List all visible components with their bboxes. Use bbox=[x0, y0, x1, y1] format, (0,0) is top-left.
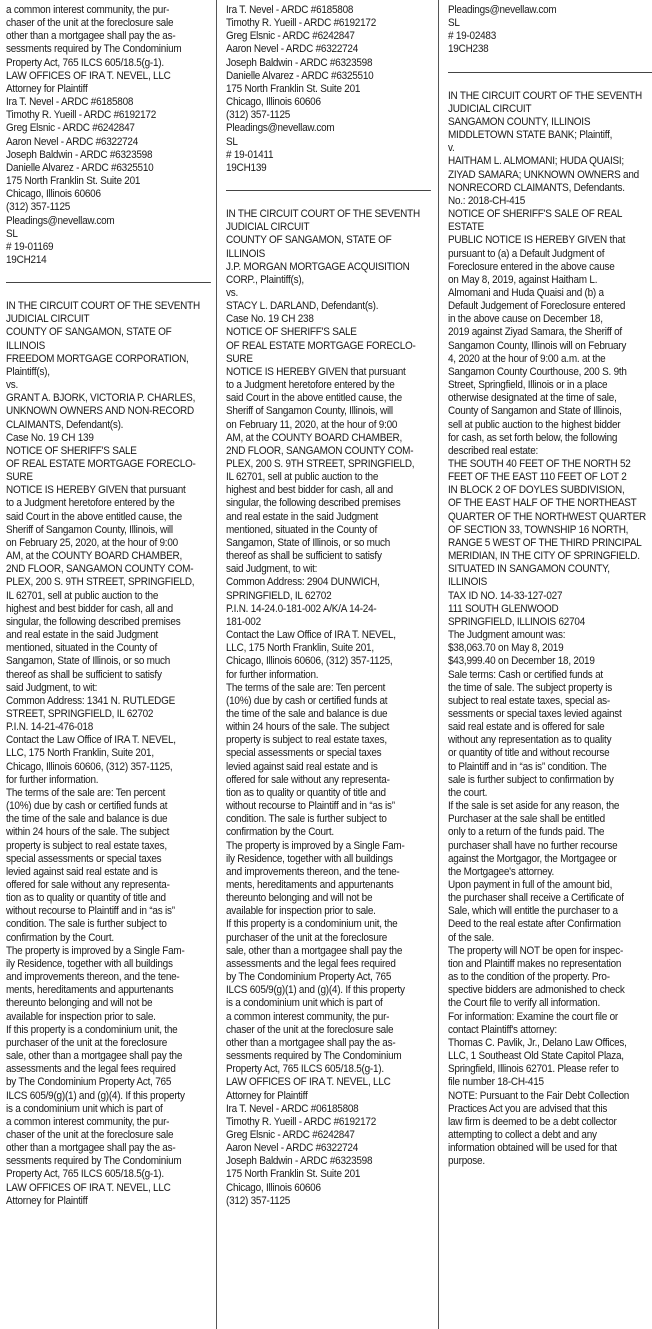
notice-line: Purchaser at the sale shall be entitled bbox=[448, 813, 605, 826]
notice-line: SANGAMON COUNTY, ILLINOIS bbox=[448, 115, 591, 128]
notice-line: Pleadings@nevellaw.com bbox=[448, 4, 557, 16]
notice-line: LAW OFFICES OF IRA T. NEVEL, LLC bbox=[6, 69, 171, 82]
notice-line: 2ND FLOOR, SANGAMON COUNTY COM- bbox=[6, 563, 194, 576]
notice-line: Property Act, 765 ILCS 605/18.5(g-1). bbox=[226, 1063, 384, 1076]
notice-line: Joseph Baldwin - ARDC #6323598 bbox=[226, 1155, 373, 1168]
legal-notice bbox=[226, 208, 418, 1208]
notice-line: 175 North Franklin St. Suite 201 bbox=[226, 1168, 361, 1181]
notice-line: Common Address: 1341 N. RUTLEDGE bbox=[6, 694, 176, 707]
notice-line: (312) 357-1125 bbox=[6, 201, 71, 214]
notice-line: the Court file to verify all information. bbox=[448, 997, 600, 1010]
notice-line: purchaser shall have no further recourse bbox=[448, 839, 618, 852]
notice-line: AM, at the COUNTY BOARD CHAMBER, bbox=[6, 550, 183, 563]
notice-line: for further information. bbox=[226, 668, 319, 681]
notice-line: said Judgment, to wit: bbox=[6, 681, 98, 694]
notice-line: Sangamon, State of Illinois, or so much bbox=[6, 655, 171, 668]
notice-line: assessments and the legal fees required bbox=[226, 957, 396, 970]
notice-line: Sangamon, State of Illinois, or so much bbox=[226, 536, 391, 549]
notice-line: the time of the sale and balance is due bbox=[226, 707, 388, 720]
notice-separator bbox=[6, 282, 211, 283]
notice-line: (10%) due by cash or certified funds at bbox=[226, 694, 388, 707]
notice-line: Pleadings@nevellaw.com bbox=[226, 122, 335, 135]
notice-line: The terms of the sale are: Ten percent bbox=[6, 786, 166, 799]
notice-line: and real estate in the said Judgment bbox=[226, 510, 379, 523]
notice-line: 2ND FLOOR, SANGAMON COUNTY COM- bbox=[226, 444, 414, 457]
notice-line: information obtained will be used for that bbox=[448, 1142, 617, 1155]
column-1 bbox=[6, 4, 198, 1208]
notice-line: Greg Elsnic - ARDC #6242847 bbox=[226, 1128, 355, 1141]
notice-line: without recourse to Plaintiff and in “as is” bbox=[6, 905, 175, 918]
notice-line: # 19-02483 bbox=[448, 30, 497, 43]
notice-line: ILLINOIS bbox=[226, 247, 266, 260]
legal-notice bbox=[226, 4, 418, 175]
notice-line: SL bbox=[226, 135, 238, 148]
notice-line: COUNTY OF SANGAMON, STATE OF bbox=[226, 234, 392, 247]
notice-line: mentioned, situated in the County of bbox=[6, 642, 157, 655]
notice-line: Joseph Baldwin - ARDC #6323598 bbox=[6, 148, 153, 161]
notice-line: Danielle Alvarez - ARDC #6325510 bbox=[226, 69, 374, 82]
notice-line: Attorney for Plaintiff bbox=[6, 82, 88, 95]
notice-line: thereunto belonging and will not be bbox=[226, 892, 373, 905]
notice-line: as to the condition of the property. Pro- bbox=[448, 971, 610, 984]
notice-line: IL 62701, sell at public auction to the bbox=[226, 471, 379, 484]
notice-line: the purchaser shall receive a Certificate of bbox=[448, 892, 624, 905]
notice-line: HAITHAM L. ALMOMANI; HUDA QUAISI; bbox=[448, 155, 624, 168]
notice-line: Sale, which will entitle the purchaser to a bbox=[448, 905, 618, 918]
notice-line: IN THE CIRCUIT COURT OF THE SEVENTH bbox=[448, 89, 642, 102]
notice-line: on May 8, 2019, against Haitham L. bbox=[448, 273, 598, 286]
notice-line: Case No. 19 CH 139 bbox=[6, 431, 94, 444]
notice-line: and improvements thereon, and the tene- bbox=[226, 865, 400, 878]
notice-line: purchaser of the unit at the foreclosure bbox=[226, 931, 388, 944]
notice-line: P.I.N. 14-24.0-181-002 A/K/A 14-24- bbox=[226, 602, 377, 615]
notice-line: law firm is deemed to be a debt collector bbox=[448, 1115, 617, 1128]
notice-line: MIDDLETOWN STATE BANK; Plaintiff, bbox=[448, 129, 613, 142]
notice-line: 19CH139 bbox=[226, 161, 267, 174]
notice-line: Default Judgement of Foreclosure entered bbox=[448, 300, 626, 313]
notice-line: (312) 357-1125 bbox=[226, 109, 291, 122]
notice-line: Timothy R. Yueill - ARDC #6192172 bbox=[226, 1115, 377, 1128]
notice-line: said Court in the above entitled cause, the bbox=[6, 510, 182, 523]
notice-line: Property Act, 765 ILCS 605/18.5(g-1). bbox=[6, 1168, 164, 1181]
notice-line: vs. bbox=[6, 379, 19, 392]
notice-line: Thomas C. Pavlik, Jr., Delano Law Offices, bbox=[448, 1036, 627, 1049]
notice-line: tion as to quality or quantity of title and bbox=[6, 892, 166, 905]
notice-line: The property is improved by a Single Fam- bbox=[6, 944, 185, 957]
notice-line: (10%) due by cash or certified funds at bbox=[6, 800, 168, 813]
notice-line: ily Residence, together with all buildings bbox=[226, 852, 393, 865]
notice-line: singular, the following described premises bbox=[226, 497, 401, 510]
notice-line: highest and best bidder for cash, all and bbox=[6, 602, 173, 615]
notice-line: against the Mortgagor, the Mortgagee or bbox=[448, 852, 617, 865]
notice-line: LLC, 1 Southeast Old State Capitol Plaza, bbox=[448, 1050, 624, 1063]
notice-line: Springfield, Illinois 62701. Please refer to bbox=[448, 1063, 619, 1076]
notice-line: or quantity of title and without recourse bbox=[448, 747, 610, 760]
column-3 bbox=[448, 4, 646, 1168]
notice-line: the time of sale. The subject property is bbox=[448, 681, 612, 694]
notice-line: to Plaintiff and in “as is” condition. The bbox=[448, 760, 607, 773]
notice-line: ments, hereditaments and appurtenants bbox=[226, 879, 394, 891]
notice-line: NOTICE IS HEREBY GIVEN that pursuant bbox=[226, 365, 406, 378]
notice-line: available for inspection prior to sale. bbox=[6, 1010, 156, 1023]
notice-line: GRANT A. BJORK, VICTORIA P. CHARLES, bbox=[6, 392, 196, 405]
notice-line: FEET OF THE EAST 110 FEET OF LOT 2 bbox=[448, 471, 627, 484]
notice-line: SURE bbox=[226, 352, 253, 365]
notice-line: LLC, 175 North Franklin, Suite 201, bbox=[226, 642, 374, 655]
notice-line: NOTICE OF SHERIFF'S SALE bbox=[6, 444, 137, 457]
notice-line: Aaron Nevel - ARDC #6322724 bbox=[226, 1142, 359, 1155]
notice-line: IN BLOCK 2 OF DOYLES SUBDIVISION, bbox=[448, 484, 625, 497]
notice-line: If the sale is set aside for any reason, the bbox=[448, 800, 620, 813]
notice-line: JUDICIAL CIRCUIT bbox=[448, 102, 532, 115]
notice-line: levied against said real estate and is bbox=[226, 760, 378, 773]
notice-line: sessments required by The Condominium bbox=[226, 1050, 402, 1063]
notice-line: Upon payment in full of the amount bid, bbox=[448, 879, 613, 891]
notice-line: a common interest community, the pur- bbox=[6, 1115, 170, 1128]
notice-line: Aaron Nevel - ARDC #6322724 bbox=[226, 43, 359, 56]
notice-line: attempting to collect a debt and any bbox=[448, 1128, 597, 1141]
notice-line: Greg Elsnic - ARDC #6242847 bbox=[6, 122, 135, 135]
notice-line: offered for sale without any representa- bbox=[226, 773, 390, 786]
notice-line: The Judgment amount was: bbox=[448, 629, 566, 642]
notice-line: purchaser of the unit at the foreclosure bbox=[6, 1036, 168, 1049]
notice-line: 4, 2020 at the hour of 9:00 a.m. at the bbox=[448, 352, 606, 365]
notice-line: SL bbox=[6, 227, 18, 240]
notice-line: purpose. bbox=[448, 1155, 485, 1168]
notice-line: spective bidders are admonished to check bbox=[448, 984, 625, 997]
notice-line: Chicago, Illinois 60606 bbox=[226, 1181, 321, 1194]
notice-line: described real estate: bbox=[448, 444, 539, 457]
notice-line: file number 18-CH-415 bbox=[448, 1076, 544, 1089]
notice-line: STACY L. DARLAND, Defendant(s). bbox=[226, 300, 379, 313]
notice-line: LLC, 175 North Franklin, Suite 201, bbox=[6, 747, 154, 760]
notice-line: is a condominium unit which is part of bbox=[226, 997, 383, 1010]
column-divider bbox=[438, 0, 439, 1329]
notice-line: 175 North Franklin St. Suite 201 bbox=[6, 175, 141, 188]
notice-line: Timothy R. Yueill - ARDC #6192172 bbox=[6, 109, 157, 122]
notice-line: levied against said real estate and is bbox=[6, 865, 158, 878]
notice-line: thereof as shall be sufficient to satisfy bbox=[226, 550, 382, 563]
notice-line: AM, at the COUNTY BOARD CHAMBER, bbox=[226, 431, 403, 444]
notice-line: SL bbox=[448, 17, 460, 30]
notice-line: Case No. 19 CH 238 bbox=[226, 313, 314, 326]
notice-line: the time of the sale and balance is due bbox=[6, 813, 168, 826]
notice-line: Sangamon County, Illinois will on February bbox=[448, 339, 627, 352]
notice-line: ILCS 605/9(g)(1) and (g)(4). If this property bbox=[6, 1089, 185, 1102]
notice-line: The terms of the sale are: Ten percent bbox=[226, 681, 386, 694]
notice-line: other than a mortgagee shall pay the as- bbox=[226, 1036, 396, 1049]
notice-line: # 19-01169 bbox=[6, 240, 54, 253]
notice-line: for further information. bbox=[6, 773, 99, 786]
notice-line: CLAIMANTS, Defendant(s). bbox=[6, 418, 124, 431]
notice-line: JUDICIAL CIRCUIT bbox=[6, 313, 90, 326]
notice-line: $43,999.40 on December 18, 2019 bbox=[448, 655, 595, 668]
notice-line: Plaintiff(s), bbox=[6, 365, 50, 378]
notice-line: Sheriff of Sangamon County, Illinois, will bbox=[226, 405, 393, 418]
notice-line: Pleadings@nevellaw.com bbox=[6, 214, 115, 227]
notice-line: ESTATE bbox=[448, 221, 484, 234]
notice-line: vs. bbox=[226, 286, 239, 299]
notice-line: the Mortgagee's attorney. bbox=[448, 865, 554, 878]
notice-line: Sale terms: Cash or certified funds at bbox=[448, 668, 603, 681]
notice-line: chaser of the unit at the foreclosure sale bbox=[6, 1128, 174, 1141]
column-2 bbox=[226, 4, 418, 1208]
notice-line: Chicago, Illinois 60606 bbox=[6, 188, 101, 201]
notice-line: PLEX, 200 S. 9TH STREET, SPRINGFIELD, bbox=[6, 576, 195, 589]
notice-line: IN THE CIRCUIT COURT OF THE SEVENTH bbox=[6, 300, 200, 313]
notice-line: OF THE EAST HALF OF THE NORTHEAST bbox=[448, 497, 637, 510]
notice-line: ZIYAD SAMARA; UNKNOWN OWNERS and bbox=[448, 168, 639, 181]
notice-line: CORP., Plaintiff(s), bbox=[226, 273, 304, 286]
column-divider bbox=[216, 0, 217, 1329]
notice-line: sale is further subject to confirmation by bbox=[448, 773, 614, 786]
notice-line: (312) 357-1125 bbox=[226, 1194, 291, 1207]
notice-line: The property is improved by a Single Fam- bbox=[226, 839, 405, 852]
notice-line: SPRINGFIELD, ILLINOIS 62704 bbox=[448, 615, 586, 628]
legal-notice bbox=[448, 4, 640, 57]
notice-line: OF REAL ESTATE MORTGAGE FORECLO- bbox=[6, 458, 196, 470]
notice-line: QUARTER OF THE NORTHWEST QUARTER bbox=[448, 510, 646, 523]
notice-line: If this property is a condominium unit, the bbox=[6, 1023, 178, 1036]
notice-line: said Court in the above entitled cause, the bbox=[226, 392, 402, 405]
notice-line: Attorney for Plaintiff bbox=[6, 1194, 88, 1207]
notice-line: SITUATED IN SANGAMON COUNTY, bbox=[448, 563, 610, 576]
notice-line: JUDICIAL CIRCUIT bbox=[226, 221, 310, 234]
notice-line: Contact the Law Office of IRA T. NEVEL, bbox=[6, 734, 176, 747]
notice-line: thereof as shall be sufficient to satisfy bbox=[6, 668, 162, 681]
notice-line: confirmation by the Court. bbox=[226, 826, 334, 839]
notice-line: OF REAL ESTATE MORTGAGE FORECLO- bbox=[226, 339, 416, 352]
notice-line: other than a mortgagee shall pay the as- bbox=[6, 30, 176, 43]
notice-line: Practices Act you are advised that this bbox=[448, 1102, 608, 1115]
notice-line: $38,063.70 on May 8, 2019 bbox=[448, 642, 564, 655]
notice-line: mentioned, situated in the County of bbox=[226, 523, 377, 536]
notice-line: RANGE 5 WEST OF THE THIRD PRINCIPAL bbox=[448, 536, 642, 549]
notice-line: pursuant to (a) a Default Judgment of bbox=[448, 247, 605, 260]
notice-line: said real estate and is offered for sale bbox=[448, 721, 605, 734]
notice-line: highest and best bidder for cash, all and bbox=[226, 484, 393, 497]
notice-line: thereunto belonging and will not be bbox=[6, 997, 153, 1010]
notice-separator bbox=[226, 190, 431, 191]
notice-line: Greg Elsnic - ARDC #6242847 bbox=[226, 30, 355, 43]
notice-line: the court. bbox=[448, 786, 488, 799]
notice-line: is a condominium unit which is part of bbox=[6, 1102, 163, 1115]
notice-line: STREET, SPRINGFIELD, IL 62702 bbox=[6, 707, 154, 720]
legal-notice bbox=[448, 89, 646, 1169]
notice-line: of the sale. bbox=[448, 931, 494, 944]
notice-line: PUBLIC NOTICE IS HEREBY GIVEN that bbox=[448, 234, 626, 247]
notice-line: Foreclosure entered in the above cause bbox=[448, 260, 615, 273]
notice-line: tion as to quality or quantity of title and bbox=[226, 786, 386, 799]
notice-line: a common interest community, the pur- bbox=[6, 4, 170, 16]
notice-line: PLEX, 200 S. 9TH STREET, SPRINGFIELD, bbox=[226, 458, 415, 470]
notice-separator bbox=[448, 72, 652, 73]
notice-line: SPRINGFIELD, IL 62702 bbox=[226, 589, 332, 602]
notice-line: a common interest community, the pur- bbox=[226, 1010, 390, 1023]
notice-line: UNKNOWN OWNERS AND NON-RECORD bbox=[6, 405, 194, 418]
notice-line: by The Condominium Property Act, 765 bbox=[6, 1076, 172, 1089]
notice-line: 181-002 bbox=[226, 615, 261, 628]
legal-notice bbox=[6, 300, 198, 1208]
notice-line: sale, other than a mortgagee shall pay the bbox=[226, 944, 403, 957]
notice-line: condition. The sale is further subject to bbox=[6, 918, 167, 931]
notice-line: If this property is a condominium unit, the bbox=[226, 918, 398, 931]
notice-line: sessments or special taxes levied against bbox=[448, 707, 622, 720]
notice-line: LAW OFFICES OF IRA T. NEVEL, LLC bbox=[6, 1181, 171, 1194]
notice-line: sell at public auction to the highest bidder bbox=[448, 418, 621, 431]
notice-line: to a Judgment heretofore entered by the bbox=[6, 497, 175, 510]
notice-line: Chicago, Illinois 60606 bbox=[226, 96, 321, 109]
notice-line: FREEDOM MORTGAGE CORPORATION, bbox=[6, 352, 189, 365]
notice-line: ily Residence, together with all buildings bbox=[6, 957, 173, 970]
notice-line: contact Plaintiff's attorney: bbox=[448, 1023, 557, 1036]
notice-line: Property Act, 765 ILCS 605/18.5(g-1). bbox=[6, 56, 164, 69]
notice-line: property is subject to real estate taxes, bbox=[226, 734, 387, 747]
notice-line: NOTE: Pursuant to the Fair Debt Collection bbox=[448, 1089, 630, 1102]
notice-line: MERIDIAN, IN THE CITY OF SPRINGFIELD. bbox=[448, 550, 640, 563]
notice-line: Ira T. Nevel - ARDC #6185808 bbox=[6, 96, 134, 109]
notice-line: Deed to the real estate after Confirmation bbox=[448, 918, 621, 931]
notice-line: sale, other than a mortgagee shall pay the bbox=[6, 1050, 183, 1063]
notice-line: in the above cause on December 18, bbox=[448, 313, 603, 326]
notice-line: Timothy R. Yueill - ARDC #6192172 bbox=[226, 17, 377, 30]
notice-line: on February 25, 2020, at the hour of 9:00 bbox=[6, 536, 178, 549]
notice-line: NOTICE OF SHERIFF'S SALE OF REAL bbox=[448, 208, 623, 221]
notice-line: For information: Examine the court file or bbox=[448, 1010, 619, 1023]
notice-line: subject to real estate taxes, special as- bbox=[448, 694, 610, 707]
notice-line: singular, the following described premises bbox=[6, 615, 181, 628]
notice-line: 2019 against Ziyad Samara, the Sheriff of bbox=[448, 326, 622, 339]
notice-line: to a Judgment heretofore entered by the bbox=[226, 379, 395, 392]
notice-line: and real estate in the said Judgment bbox=[6, 629, 159, 642]
notice-line: said Judgment, to wit: bbox=[226, 563, 318, 576]
notice-line: within 24 hours of the sale. The subject bbox=[6, 826, 170, 839]
notice-line: NONRECORD CLAIMANTS, Defendants. bbox=[448, 181, 625, 194]
notice-line: Ira T. Nevel - ARDC #6185808 bbox=[226, 4, 354, 16]
notice-line: Almomani and Huda Quaisi and (b) a bbox=[448, 286, 604, 299]
notice-line: NOTICE OF SHERIFF'S SALE bbox=[226, 326, 357, 339]
notice-line: LAW OFFICES OF IRA T. NEVEL, LLC bbox=[226, 1076, 391, 1089]
notice-line: on February 11, 2020, at the hour of 9:00 bbox=[226, 418, 398, 431]
notice-line: No.: 2018-CH-415 bbox=[448, 194, 526, 207]
notice-line: Joseph Baldwin - ARDC #6323598 bbox=[226, 56, 373, 69]
notice-line: J.P. MORGAN MORTGAGE ACQUISITION bbox=[226, 260, 410, 273]
notice-line: sessments required by The Condominium bbox=[6, 43, 182, 56]
notice-line: without any representation as to quality bbox=[448, 734, 612, 747]
notice-line: assessments and the legal fees required bbox=[6, 1063, 176, 1076]
notice-line: 175 North Franklin St. Suite 201 bbox=[226, 82, 361, 95]
notice-line: # 19-01411 bbox=[226, 148, 274, 161]
notice-line: for cash, as set forth below, the following bbox=[448, 431, 618, 444]
notice-line: and improvements thereon, and the tene- bbox=[6, 971, 180, 984]
notice-line: THE SOUTH 40 FEET OF THE NORTH 52 bbox=[448, 458, 631, 470]
notice-line: ILCS 605/9(g)(1) and (g)(4). If this property bbox=[226, 984, 405, 997]
notice-line: otherwise designated at the time of sale, bbox=[448, 392, 617, 405]
notice-line: ments, hereditaments and appurtenants bbox=[6, 984, 174, 997]
notice-line: chaser of the unit at the foreclosure sale bbox=[6, 17, 174, 30]
notice-line: Aaron Nevel - ARDC #6322724 bbox=[6, 135, 139, 148]
notice-line: confirmation by the Court. bbox=[6, 931, 114, 944]
notice-line: Chicago, Illinois 60606, (312) 357-1125, bbox=[226, 655, 393, 668]
notice-line: tion and Plaintiff makes no representation bbox=[448, 957, 622, 970]
notice-line: IL 62701, sell at public auction to the bbox=[6, 589, 159, 602]
notice-line: Chicago, Illinois 60606, (312) 357-1125, bbox=[6, 760, 173, 773]
notice-line: The property will NOT be open for inspec- bbox=[448, 944, 624, 957]
notice-line: special assessments or special taxes bbox=[6, 852, 162, 865]
notice-line: other than a mortgagee shall pay the as- bbox=[6, 1142, 176, 1155]
notice-line: property is subject to real estate taxes, bbox=[6, 839, 167, 852]
notice-line: NOTICE IS HEREBY GIVEN that pursuant bbox=[6, 484, 186, 497]
notice-line: Ira T. Nevel - ARDC #06185808 bbox=[226, 1102, 359, 1115]
notice-line: Sheriff of Sangamon County, Illinois, will bbox=[6, 523, 173, 536]
notice-line: 19CH238 bbox=[448, 43, 489, 56]
notice-line: ILLINOIS bbox=[6, 339, 46, 352]
notice-line: v. bbox=[448, 142, 455, 155]
notice-line: OF SECTION 33, TOWNSHIP 16 NORTH, bbox=[448, 523, 629, 536]
notice-line: SURE bbox=[6, 471, 33, 484]
notice-line: Attorney for Plaintiff bbox=[226, 1089, 308, 1102]
notice-line: TAX ID NO. 14-33-127-027 bbox=[448, 589, 563, 602]
notice-line: available for inspection prior to sale. bbox=[226, 905, 376, 918]
notice-line: without recourse to Plaintiff and in “as is” bbox=[226, 800, 395, 813]
legal-notice bbox=[6, 4, 198, 267]
notice-line: 19CH214 bbox=[6, 253, 47, 266]
notice-line: COUNTY OF SANGAMON, STATE OF bbox=[6, 326, 172, 339]
notice-line: Contact the Law Office of IRA T. NEVEL, bbox=[226, 629, 396, 642]
notice-line: condition. The sale is further subject to bbox=[226, 813, 387, 826]
notice-line: 111 SOUTH GLENWOOD bbox=[448, 602, 559, 615]
notice-line: Street, Springfield, Illinois or in a place bbox=[448, 379, 608, 392]
notice-line: offered for sale without any representa- bbox=[6, 879, 170, 891]
notice-line: Common Address: 2904 DUNWICH, bbox=[226, 576, 380, 589]
notice-line: County of Sangamon and State of Illinois, bbox=[448, 405, 622, 418]
notice-line: ILLINOIS bbox=[448, 576, 488, 589]
notice-line: Sangamon County Courthouse, 200 S. 9th bbox=[448, 365, 627, 378]
notice-line: P.I.N. 14-21-476-018 bbox=[6, 721, 94, 734]
notice-line: chaser of the unit at the foreclosure sale bbox=[226, 1023, 394, 1036]
notice-line: special assessments or special taxes bbox=[226, 747, 382, 760]
notice-line: sessments required by The Condominium bbox=[6, 1155, 182, 1168]
notice-line: IN THE CIRCUIT COURT OF THE SEVENTH bbox=[226, 208, 420, 221]
notice-line: by The Condominium Property Act, 765 bbox=[226, 971, 392, 984]
notice-line: within 24 hours of the sale. The subject bbox=[226, 721, 390, 734]
notice-line: Danielle Alvarez - ARDC #6325510 bbox=[6, 161, 154, 174]
notice-line: only to a return of the funds paid. The bbox=[448, 826, 605, 839]
